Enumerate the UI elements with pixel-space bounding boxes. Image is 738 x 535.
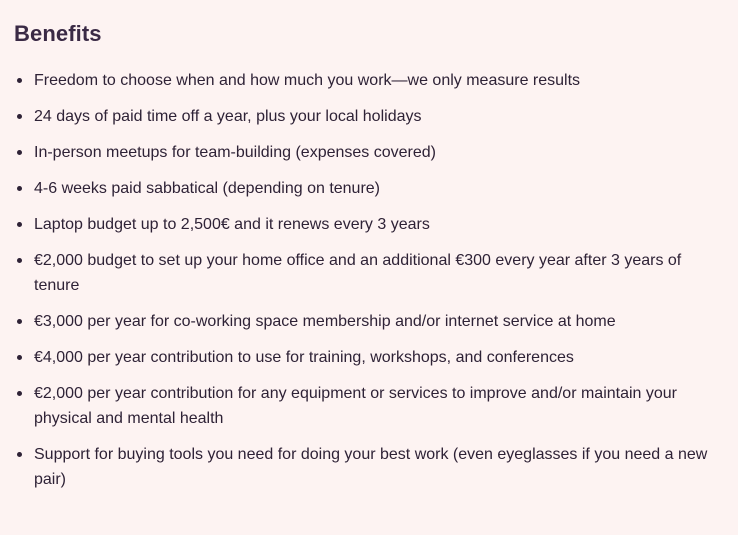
bullet-icon: [17, 452, 22, 457]
bullet-icon: [17, 355, 22, 360]
list-item-text: Freedom to choose when and how much you work—we only measure results: [34, 72, 581, 89]
bullet-icon: [17, 150, 22, 155]
list-item: [14, 104, 724, 129]
bullet-icon: [17, 391, 22, 396]
bullet-icon: [17, 78, 22, 83]
list-item-text: Laptop budget up to 2,500€ and it renews every 3 years: [34, 216, 430, 233]
list-item: [14, 381, 724, 431]
list-item: [14, 442, 724, 492]
bullet-icon: [17, 258, 22, 263]
list-item-text: 24 days of paid time off a year, plus your local holidays: [34, 108, 422, 125]
bullet-icon: [17, 186, 22, 191]
benefits-list: [14, 68, 724, 492]
list-item-text: €4,000 per year contribution to use for training, workshops, and conferences: [34, 349, 574, 366]
list-item: [14, 212, 724, 237]
list-item: [14, 140, 724, 165]
bullet-icon: [17, 222, 22, 227]
list-item-text: €3,000 per year for co-working space membership and/or internet service at home: [34, 313, 616, 330]
list-item-text: 4-6 weeks paid sabbatical (depending on tenure): [34, 180, 381, 197]
bullet-icon: [17, 114, 22, 119]
list-item-text: €2,000 budget to set up your home office and an additional €300 every year after 3 years of tenure: [34, 252, 682, 294]
list-item: [14, 345, 724, 370]
bullet-icon: [17, 319, 22, 324]
list-item: [14, 176, 724, 201]
list-item: [14, 309, 724, 334]
section-title: Benefits: [14, 21, 102, 46]
list-item: [14, 68, 724, 93]
list-item-text: Support for buying tools you need for doing your best work (even eyeglasses if you need a new pair): [34, 446, 708, 488]
list-item-text: €2,000 per year contribution for any equipment or services to improve and/or maintain your physical and mental health: [34, 385, 678, 427]
list-item: [14, 248, 724, 298]
list-item-text: In-person meetups for team-building (expenses covered): [34, 144, 436, 161]
